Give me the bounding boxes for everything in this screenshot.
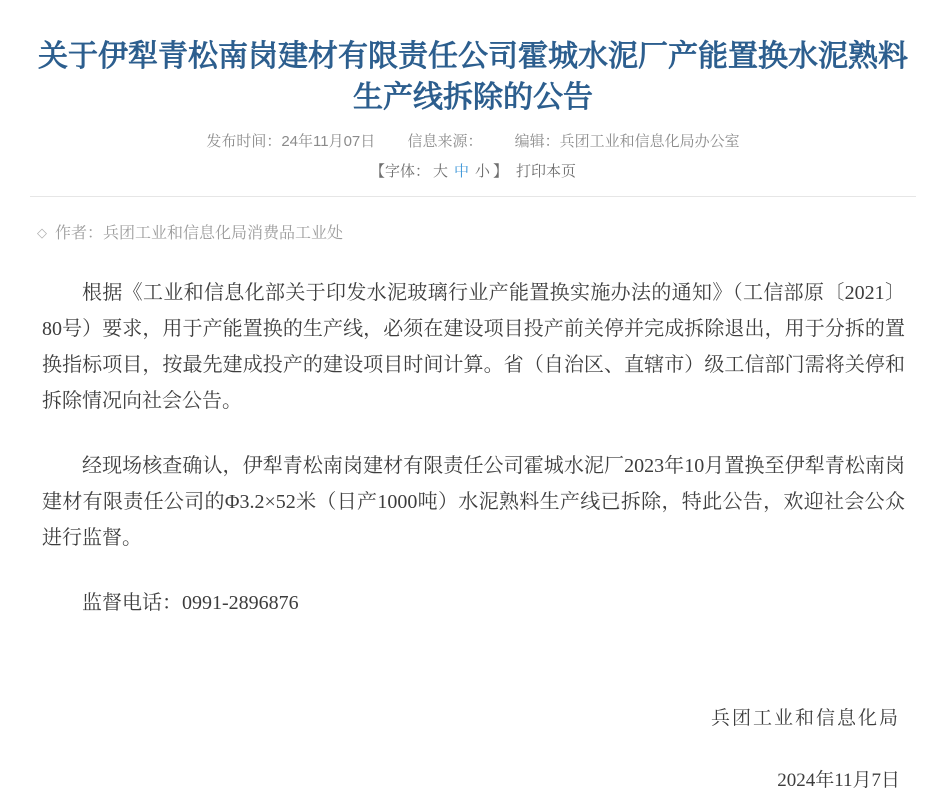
author-value: 兵团工业和信息化局消费品工业处	[103, 225, 344, 242]
info-source	[407, 132, 482, 152]
issuing-authority: 兵团工业和信息化局	[710, 708, 900, 729]
issue-date: 2024年11月7日	[777, 770, 900, 791]
font-size-bar	[0, 162, 946, 182]
author-label: 作者：	[55, 225, 104, 242]
editor-value: 兵团工业和信息化局办公室	[559, 133, 740, 150]
body-paragraph: 经现场核查确认，伊犁青松南岗建材有限责任公司霍城水泥厂2023年10月置换至伊犁青松南岗建材有限责任公司的Φ3.2×52米（日产1000吨）水泥熟料生产线已拆除，特此公告，欢迎社会公众进行监督。	[42, 455, 905, 549]
article-meta-row	[0, 132, 946, 152]
article-body	[42, 275, 905, 621]
font-bar-prefix: 【字体：	[369, 163, 430, 180]
author-row	[37, 223, 916, 245]
page-title: 关于伊犁青松南岗建材有限责任公司霍城水泥厂产能置换水泥熟料生产线拆除的公告	[38, 40, 908, 114]
supervision-phone-line: 监督电话：0991-2896876	[82, 592, 299, 614]
font-bar-suffix: 】	[493, 163, 509, 180]
body-paragraph: 根据《工业和信息化部关于印发水泥玻璃行业产能置换实施办法的通知》（工信部原〔2021〕80号）要求，用于产能置换的生产线，必须在建设项目投产前关停并完成拆除退出，用于分拆的置换指标项目，按最先建成投产的建设项目时间计算。省（自治区、直辖市）级工信部门需将关停和拆除情况向社会公告。	[42, 282, 905, 412]
article-footer	[42, 707, 900, 793]
editor-label: 编辑：	[514, 133, 560, 150]
info-source-label: 信息来源：	[407, 133, 483, 150]
print-page-button[interactable]: 打印本页	[516, 163, 577, 180]
font-size-large-button[interactable]: 大	[432, 163, 448, 180]
font-size-medium-button[interactable]: 中	[453, 163, 469, 180]
diamond-icon: ◇	[37, 225, 47, 240]
publish-time-label: 发布时间：	[206, 133, 282, 150]
publish-time-value: 24年11月07日	[281, 133, 376, 150]
header-divider	[30, 196, 916, 197]
publish-time	[206, 132, 375, 152]
editor	[515, 132, 740, 152]
font-size-small-button[interactable]: 小	[475, 163, 491, 180]
